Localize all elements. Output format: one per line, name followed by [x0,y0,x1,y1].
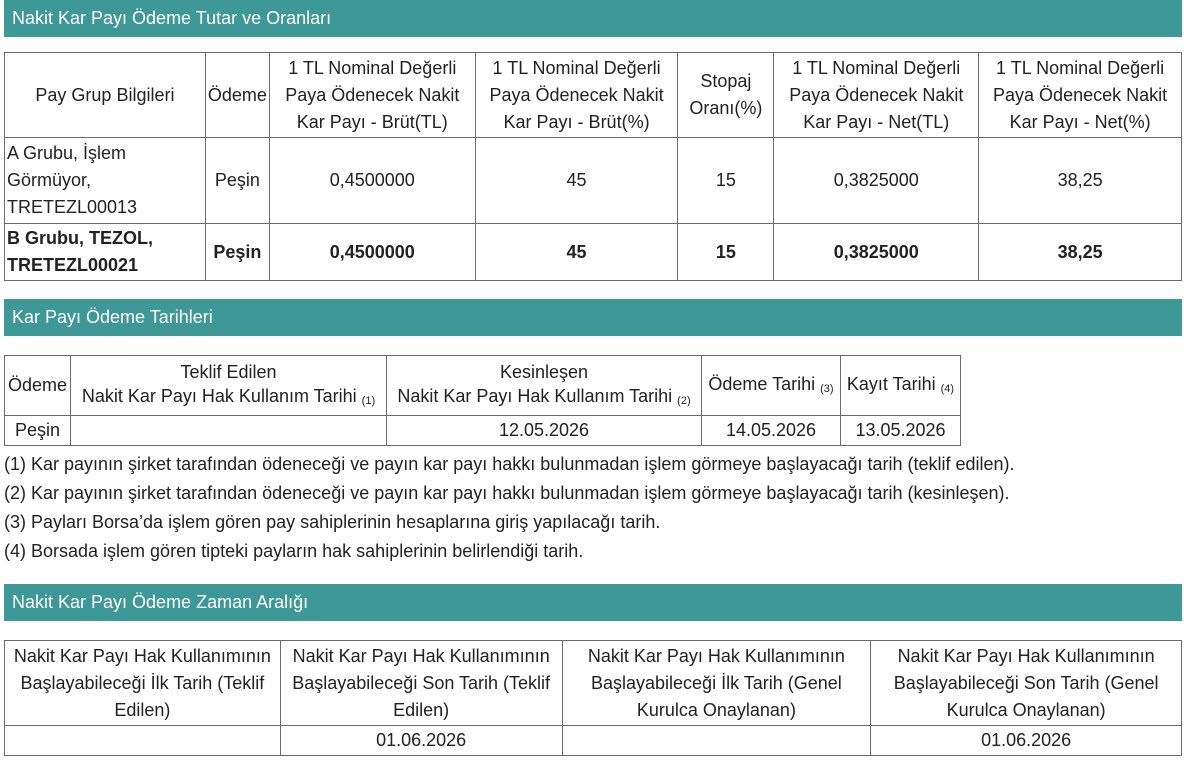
table-cell: 0,3825000 [774,138,979,224]
col-header: Nakit Kar Payı Hak Kullanımının Başlayabileceği Son Tarih (Teklif Edilen) [280,641,562,726]
header-line: Nakit Kar Payı Hak Kullanım Tarihi [397,386,673,406]
table-cell: A Grubu, İşlem Görmüyor, TRETEZL00013 [5,138,206,224]
table-cell: 0,3825000 [774,224,979,281]
section-header-time-range [4,584,1182,621]
section-header-dates [4,299,1182,336]
footnote-ref: (3) [820,382,834,395]
footnote-ref: (1) [361,395,376,407]
section-title: Nakit Kar Payı Ödeme Zaman Aralığı [12,592,309,612]
footnote-ref: (4) [940,382,955,395]
table-cell [562,726,871,756]
footnote-1: (1) Kar payının şirket tarafından ödeneceği ve payın kar payı hakkı bulunmadan işlem görmeye başlayacağı tarih (teklif edilen). [4,454,1015,474]
table-row [5,726,1182,756]
col-header: Pay Grup Bilgileri [5,53,206,138]
table-cell [5,726,281,756]
table-cell: 15 [678,138,774,224]
table-cell: 15 [678,224,774,281]
table-header-row [5,356,961,416]
amounts-table [4,52,1182,281]
col-header: Nakit Kar Payı Hak Kullanımının Başlayabileceği İlk Tarih (Genel Kurulca Onaylanan) [562,641,871,726]
header-line: Nakit Kar Payı Hak Kullanım Tarihi [81,386,357,406]
table-cell: 45 [475,138,678,224]
col-header: Ödeme [205,53,269,138]
section-title: Nakit Kar Payı Ödeme Tutar ve Oranları [12,8,332,28]
footnote-2: (2) Kar payının şirket tarafından ödeneceği ve payın kar payı hakkı bulunmadan işlem görmeye başlayacağı tarih (kesinleşen). [4,483,1010,503]
table-cell: 0,4500000 [269,224,475,281]
table-cell: 38,25 [979,224,1182,281]
col-header: Stopaj Oranı(%) [678,53,774,138]
table-cell: 12.05.2026 [387,416,702,446]
col-header: 1 TL Nominal Değerli Paya Ödenecek Nakit Kar Payı - Net(TL) [774,53,979,138]
col-header: 1 TL Nominal Değerli Paya Ödenecek Nakit Kar Payı - Brüt(TL) [269,53,475,138]
table-cell: 14.05.2026 [702,416,841,446]
table-cell [71,416,387,446]
table-header-row [5,641,1182,726]
dates-table [4,355,961,446]
table-cell: Peşin [205,138,269,224]
table-cell: 01.06.2026 [871,726,1182,756]
col-header: 1 TL Nominal Değerli Paya Ödenecek Nakit Kar Payı - Net(%) [979,53,1182,138]
header-line: Teklif Edilen [180,362,277,382]
table-cell: B Grubu, TEZOL, TRETEZL00021 [5,224,206,281]
table-row [5,224,1182,281]
table-row [5,416,961,446]
footnote-ref: (2) [677,395,691,407]
col-header: 1 TL Nominal Değerli Paya Ödenecek Nakit Kar Payı - Brüt(%) [475,53,678,138]
time-range-table [4,640,1182,756]
col-header [702,356,841,416]
header-text: Kayıt Tarihi [846,373,936,394]
footnote-3: (3) Payları Borsa’da işlem gören pay sahiplerinin hesaplarına giriş yapılacağı tarih. [4,512,661,532]
col-header: Nakit Kar Payı Hak Kullanımının Başlayabileceği Son Tarih (Genel Kurulca Onaylanan) [871,641,1182,726]
col-header [387,356,702,416]
section-title: Kar Payı Ödeme Tarihleri [12,307,213,327]
table-row [5,138,1182,224]
table-cell: 0,4500000 [269,138,475,224]
table-cell: 38,25 [979,138,1182,224]
footnote-4: (4) Borsada işlem gören tipteki payların hak sahiplerinin belirlendiği tarih. [4,541,584,561]
col-header [71,356,387,416]
section-header-amounts [4,0,1182,37]
table-cell: 01.06.2026 [280,726,562,756]
table-cell: 45 [475,224,678,281]
header-text: Ödeme Tarihi [708,373,816,394]
table-cell: Peşin [5,416,71,446]
table-cell: Peşin [205,224,269,281]
col-header: Nakit Kar Payı Hak Kullanımının Başlayabileceği İlk Tarih (Teklif Edilen) [5,641,281,726]
col-header [841,356,961,416]
table-cell: 13.05.2026 [841,416,961,446]
header-line: Kesinleşen [499,362,589,382]
table-header-row [5,53,1182,138]
col-header: Ödeme [5,356,71,416]
